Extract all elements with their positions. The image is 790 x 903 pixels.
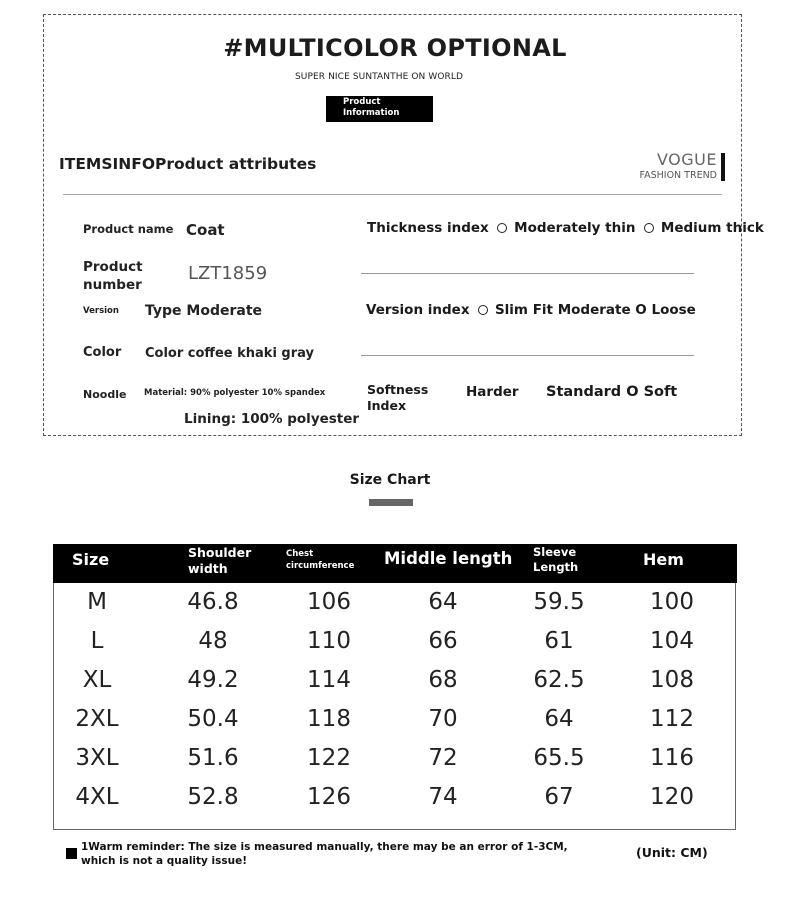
measurement-cell: 48 — [198, 628, 228, 654]
measurement-cell: 49.2 — [187, 667, 239, 693]
softness-harder: Harder — [466, 384, 519, 400]
measurement-cell: 118 — [307, 706, 351, 732]
radio-circle-icon — [497, 223, 507, 233]
version-index-row — [366, 302, 696, 318]
size-cell: L — [90, 628, 104, 654]
size-cell: XL — [82, 667, 112, 693]
page-subtitle: SUPER NICE SUNTANTHE ON WORLD — [294, 72, 464, 82]
size-chart-underline — [369, 499, 413, 506]
measurement-cell: 100 — [650, 589, 694, 615]
product-number-label: Product number — [83, 259, 143, 293]
measurement-cell: 106 — [307, 589, 351, 615]
measurement-cell: 51.6 — [187, 745, 239, 771]
header-hem: Hem — [643, 550, 684, 569]
unit-label: (Unit: CM) — [636, 845, 708, 860]
thickness-index-row — [367, 220, 764, 236]
color-value: Color coffee khaki gray — [145, 346, 314, 361]
size-cell: 4XL — [75, 784, 119, 810]
size-cell: 3XL — [75, 745, 119, 771]
thickness-option-thick: Medium thick — [660, 220, 764, 236]
header-size: Size — [72, 550, 110, 569]
product-information-badge — [326, 96, 433, 122]
measurement-cell: 110 — [307, 628, 351, 654]
measurement-cell: 59.5 — [533, 589, 585, 615]
product-name-value: Coat — [186, 221, 225, 239]
header-middle-length: Middle length — [384, 549, 513, 568]
measurement-cell: 50.4 — [187, 706, 239, 732]
measurement-cell: 66 — [428, 628, 458, 654]
row-divider — [361, 273, 694, 274]
measurement-cell: 68 — [428, 667, 458, 693]
measurement-cell: 74 — [428, 784, 458, 810]
badge-line-2: Information — [343, 108, 400, 118]
attributes-heading: ITEMSINFOProduct attributes — [59, 155, 317, 173]
softness-scale: Standard O Soft — [546, 384, 678, 400]
measurement-cell: 114 — [307, 667, 351, 693]
measurement-cell: 116 — [650, 745, 694, 771]
row-divider — [361, 355, 694, 356]
measurement-cell: 62.5 — [533, 667, 585, 693]
measurement-cell: 70 — [428, 706, 458, 732]
thickness-option-thin: Moderately thin — [514, 220, 636, 236]
product-number-value: LZT1859 — [188, 263, 268, 284]
noodle-label: Noodle — [83, 388, 127, 401]
measurement-cell: 120 — [650, 784, 694, 810]
radio-circle-icon — [644, 223, 654, 233]
header-shoulder-width: Shoulder width — [188, 545, 252, 576]
brand-logo-text: VOGUE — [657, 150, 717, 169]
page-title: #MULTICOLOR OPTIONAL — [223, 34, 567, 62]
measurement-cell: 46.8 — [187, 589, 239, 615]
softness-index-label: Softness Index — [367, 382, 429, 413]
version-label: Version — [83, 306, 119, 316]
product-name-label: Product name — [83, 222, 174, 236]
size-chart-title: Size Chart — [349, 472, 431, 488]
header-chest-circumference: Chest circumference — [286, 549, 355, 571]
header-sleeve-length: Sleeve Length — [533, 545, 579, 574]
measurement-cell: 67 — [544, 784, 574, 810]
warm-reminder-note: 1Warm reminder: The size is measured manually, there may be an error of 1-3CM, which is not a quality issue! — [81, 841, 568, 867]
version-index-label: Version index — [366, 302, 470, 318]
radio-circle-icon — [478, 305, 488, 315]
measurement-cell: 64 — [544, 706, 574, 732]
attributes-divider — [63, 194, 722, 195]
measurement-cell: 61 — [544, 628, 574, 654]
measurement-cell: 64 — [428, 589, 458, 615]
lining-value: Lining: 100% polyester — [184, 411, 360, 427]
version-index-options: Slim Fit Moderate O Loose — [494, 302, 696, 318]
measurement-cell: 104 — [650, 628, 694, 654]
brand-accent-bar — [721, 153, 725, 181]
color-label: Color — [83, 345, 122, 360]
badge-line-1: Product — [343, 97, 381, 107]
version-value: Type Moderate — [145, 303, 263, 319]
size-cell: 2XL — [75, 706, 119, 732]
measurement-cell: 65.5 — [533, 745, 585, 771]
measurement-cell: 122 — [307, 745, 351, 771]
material-value: Material: 90% polyester 10% spandex — [144, 388, 326, 398]
size-cell: M — [87, 589, 107, 615]
thickness-index-label: Thickness index — [367, 220, 489, 236]
measurement-cell: 108 — [650, 667, 694, 693]
measurement-cell: 112 — [650, 706, 694, 732]
note-bullet-icon — [66, 848, 77, 859]
measurement-cell: 126 — [307, 784, 351, 810]
brand-subtitle: FASHION TREND — [639, 170, 717, 181]
measurement-cell: 72 — [428, 745, 458, 771]
measurement-cell: 52.8 — [187, 784, 239, 810]
